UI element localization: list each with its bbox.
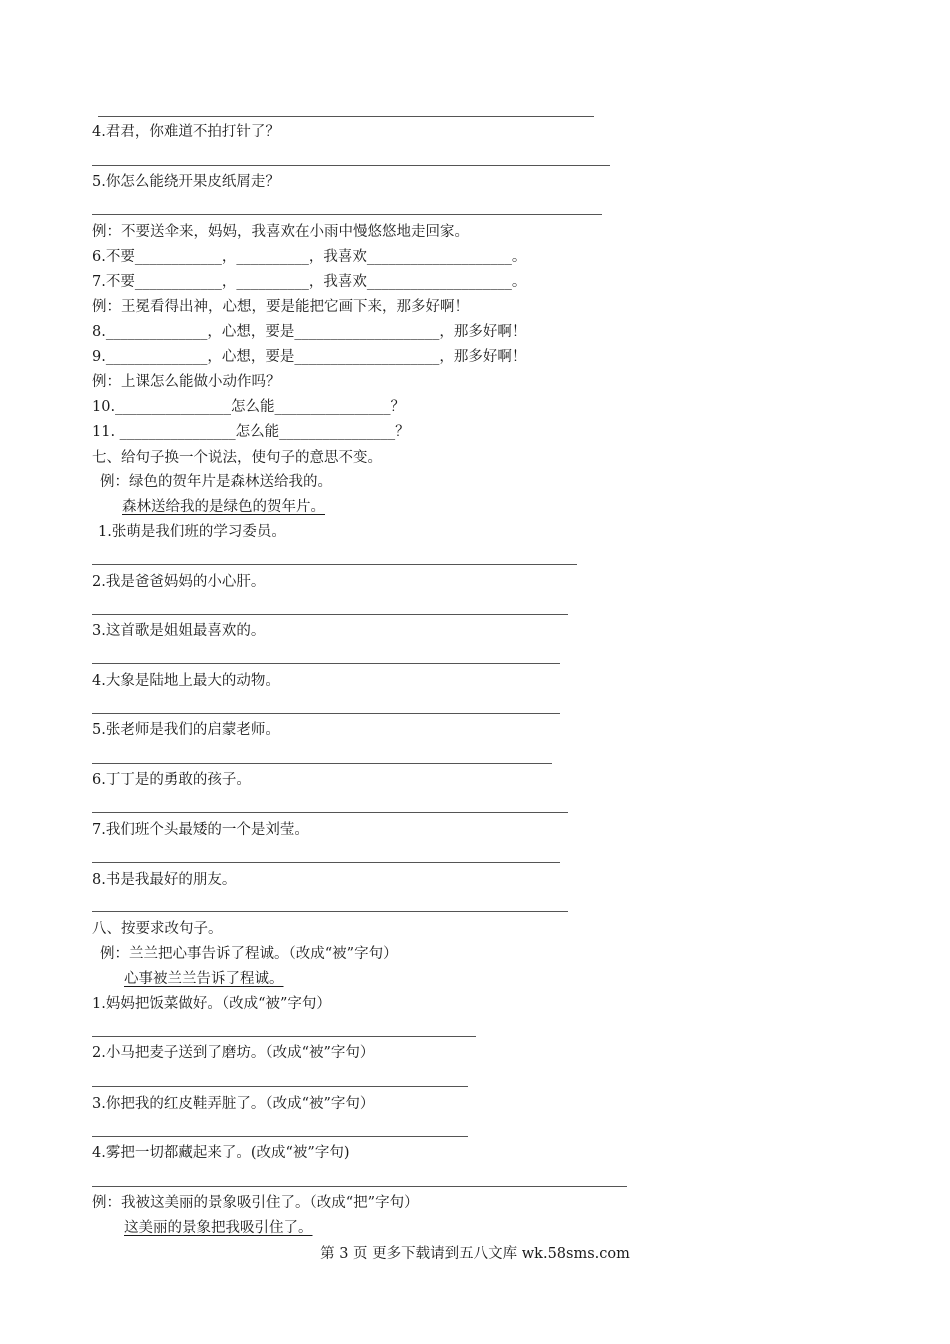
section-7-item-7: 7.我们班个头最矮的一个是刘莹。 (92, 822, 309, 838)
answer-line[interactable] (98, 116, 594, 117)
example-xinxiang: 例：王冕看得出神，心想，要是能把它画下来，那多好啊！ (92, 299, 469, 315)
section-7-item-4: 4.大象是陆地上最大的动物。 (92, 673, 280, 689)
section-8-item-3: 3.你把我的红皮鞋弄脏了。（改成“被”字句） (92, 1096, 375, 1112)
answer-line[interactable] (92, 564, 577, 565)
section-7-item-8: 8.书是我最好的朋友。 (92, 872, 237, 888)
section-8-item-1: 1.妈妈把饭菜做好。（改成“被”字句） (92, 996, 331, 1012)
answer-line[interactable] (92, 165, 610, 166)
section-8-example-2: 例：我被这美丽的景象吸引住了。（改成“把”字句） (92, 1195, 419, 1211)
section-8-example-2-answer: 这美丽的景象把我吸引住了。 (124, 1220, 313, 1236)
question-9[interactable]: 9.______________，心想，要是____________________，那多好啊！ (92, 349, 527, 365)
answer-line[interactable] (92, 663, 560, 664)
section-7-item-6: 6.丁丁是的勇敢的孩子。 (92, 772, 251, 788)
question-10[interactable]: 10.________________怎么能________________？ (92, 399, 406, 415)
section-7-item-5: 5.张老师是我们的启蒙老师。 (92, 722, 280, 738)
section-8-item-4: 4.雾把一切都藏起来了。(改成“被”字句) (92, 1145, 350, 1161)
answer-line[interactable] (92, 862, 560, 863)
section-7-item-1: 1.张萌是我们班的学习委员。 (98, 524, 286, 540)
answer-line[interactable] (92, 911, 568, 912)
section-7-item-2: 2.我是爸爸妈妈的小心肝。 (92, 574, 266, 590)
question-11[interactable]: 11. ________________怎么能________________？ (92, 424, 410, 440)
section-7-item-3: 3.这首歌是姐姐最喜欢的。 (92, 623, 266, 639)
answer-line[interactable] (92, 214, 602, 215)
answer-line[interactable] (92, 614, 568, 615)
example-buyao: 例：不要送伞来，妈妈，我喜欢在小雨中慢悠悠地走回家。 (92, 224, 469, 240)
question-6[interactable]: 6.不要____________，__________，我喜欢____________________。 (92, 249, 527, 265)
example-zenmeneng: 例：上课怎么能做小动作吗？ (92, 374, 281, 390)
answer-line[interactable] (92, 1186, 627, 1187)
answer-line[interactable] (92, 812, 568, 813)
question-8[interactable]: 8.______________，心想，要是____________________，那多好啊！ (92, 324, 527, 340)
section-7-heading: 七、给句子换一个说法，使句子的意思不变。 (92, 450, 382, 466)
question-7[interactable]: 7.不要____________，__________，我喜欢____________________。 (92, 274, 527, 290)
section-7-example: 例：绿色的贺年片是森林送给我的。 (100, 474, 332, 490)
section-8-item-2: 2.小马把麦子送到了磨坊。（改成“被”字句） (92, 1045, 375, 1061)
answer-line[interactable] (92, 1136, 468, 1137)
answer-line[interactable] (92, 763, 552, 764)
question-4: 4.君君，你难道不拍打针了？ (92, 124, 280, 140)
answer-line[interactable] (92, 1086, 468, 1087)
section-8-heading: 八、按要求改句子。 (92, 921, 223, 937)
answer-line[interactable] (92, 1036, 476, 1037)
answer-line[interactable] (92, 713, 560, 714)
page-footer: 第 3 页 更多下载请到五八文库 wk.58sms.com (320, 1246, 630, 1262)
section-8-example: 例：兰兰把心事告诉了程诚。（改成“被”字句） (100, 946, 398, 962)
section-7-example-answer: 森林送给我的是绿色的贺年片。 (122, 499, 325, 515)
question-5: 5.你怎么能绕开果皮纸屑走？ (92, 174, 280, 190)
section-8-example-answer: 心事被兰兰告诉了程诚。 (124, 971, 284, 987)
